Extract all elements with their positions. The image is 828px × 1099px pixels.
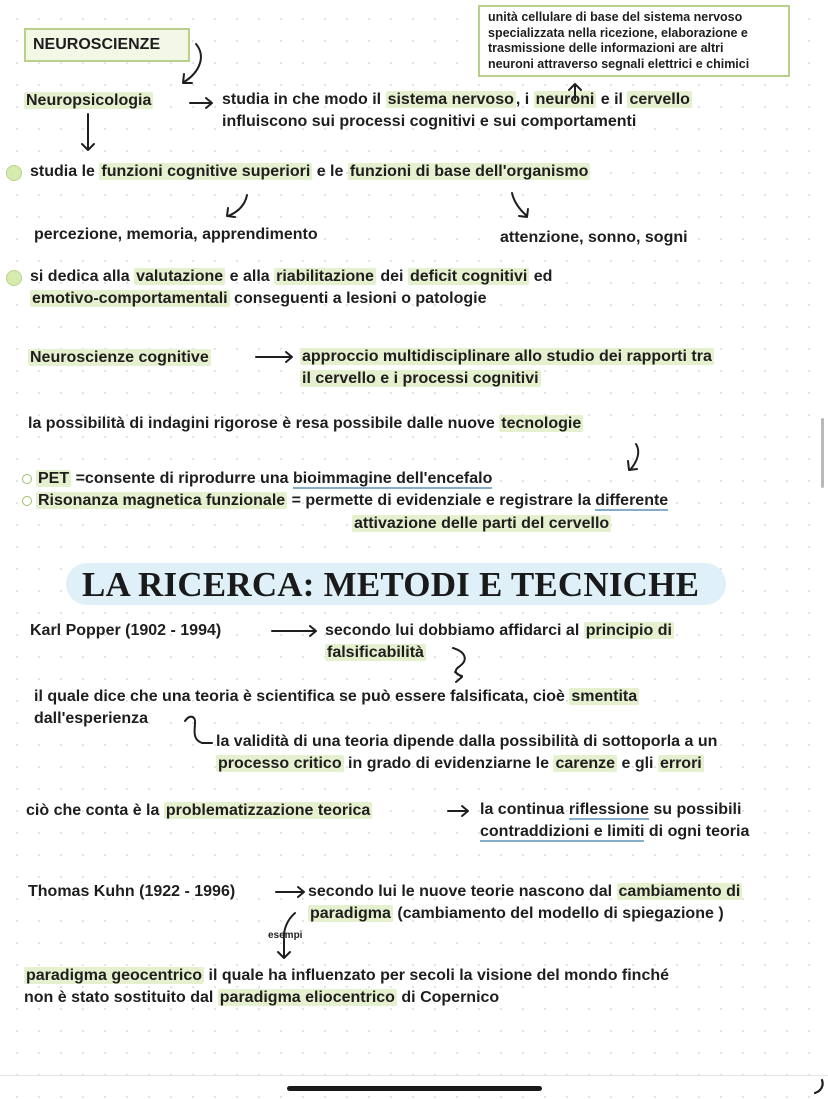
examples-right: attenzione, sonno, sogni <box>500 229 688 246</box>
popper-counts-right-line2: contraddizioni e limiti di ogni teoria <box>480 823 750 840</box>
examples-left: percezione, memoria, apprendimento <box>34 226 318 243</box>
neuropsicologia-definition-line2: influiscono sui processi cognitivi e sui comportamenti <box>222 113 637 130</box>
neuroscienze-title: NEUROSCIENZE <box>33 36 161 53</box>
popper-theory-line1: il quale dice che una teoria è scientifica se può essere falsificata, cioè smentita <box>34 688 638 705</box>
rmf-item-line2: attivazione delle parti del cervello <box>354 515 610 532</box>
technology-sentence: la possibilità di indagini rigorose è resa possibile dalle nuove tecnologie <box>28 415 582 432</box>
neuron-definition-line: specializzata nella ricezione, elaborazione e <box>488 25 748 40</box>
kuhn-example-line1: paradigma geocentrico il quale ha influenzato per secoli la visione del mondo finché <box>26 967 670 984</box>
kuhn-example-line2: non è stato sostituito dal paradigma eliocentrico di Copernico <box>24 989 500 1006</box>
neuropsicologia-bullet-deficit-line1: si dedica alla valutazione e alla riabilitazione dei deficit cognitivi ed <box>30 268 553 285</box>
popper-validity-line1: la validità di una teoria dipende dalla possibilità di sottoporla a un <box>216 733 718 750</box>
popper-line2: falsificabilità <box>327 644 424 661</box>
popper-counts-right-line1: la continua riflessione su possibili <box>480 801 742 818</box>
popper-line1: secondo lui dobbiamo affidarci al principio di <box>325 622 672 639</box>
neuron-definition-line: neuroni attraverso segnali elettrici e chimici <box>488 56 750 71</box>
neuroscienze-cognitive-definition-line2: il cervello e i processi cognitivi <box>302 370 539 387</box>
kuhn-line1: secondo lui le nuove teorie nascono dal cambiamento di <box>308 883 741 900</box>
rmf-item-line1: Risonanza magnetica funzionale = permette di evidenziale e registrare la differente <box>38 492 669 509</box>
neuroscienze-cognitive-term: Neuroscienze cognitive <box>30 349 209 366</box>
popper-name: Karl Popper (1902 - 1994) <box>30 622 222 639</box>
popper-validity-line2: processo critico in grado di evidenziarne le carenze e gli errori <box>218 755 702 772</box>
kuhn-name: Thomas Kuhn (1922 - 1996) <box>28 883 236 900</box>
neuroscienze-cognitive-definition-line1: approccio multidisciplinare allo studio dei rapporti tra <box>302 348 712 365</box>
popper-theory-line2: dall'esperienza <box>34 710 149 727</box>
neuropsicologia-definition-line1: studia in che modo il sistema nervoso , i neuroni e il cervello <box>222 91 690 108</box>
section-title: LA RICERCA: METODI E TECNICHE <box>82 565 700 604</box>
neuropsicologia-term: Neuropsicologia <box>26 92 152 109</box>
popper-counts: ciò che conta è la problematizzazione teorica <box>26 802 371 819</box>
neuron-definition-line: unità cellulare di base del sistema nervoso <box>488 10 743 24</box>
neuropsicologia-bullet-functions: studia le funzioni cognitive superiori e le funzioni di base dell'organismo <box>30 163 589 180</box>
neuropsicologia-bullet-deficit-line2: emotivo-comportamentali conseguenti a lesioni o patologie <box>32 290 487 307</box>
esempi-label: esempi <box>268 930 303 941</box>
pet-item: PET =consente di riprodurre una bioimmagine dell'encefalo <box>38 470 493 487</box>
kuhn-line2: paradigma (cambiamento del modello di spiegazione ) <box>310 905 724 922</box>
neuron-definition-line: trasmissione delle informazioni are altri <box>488 41 724 55</box>
